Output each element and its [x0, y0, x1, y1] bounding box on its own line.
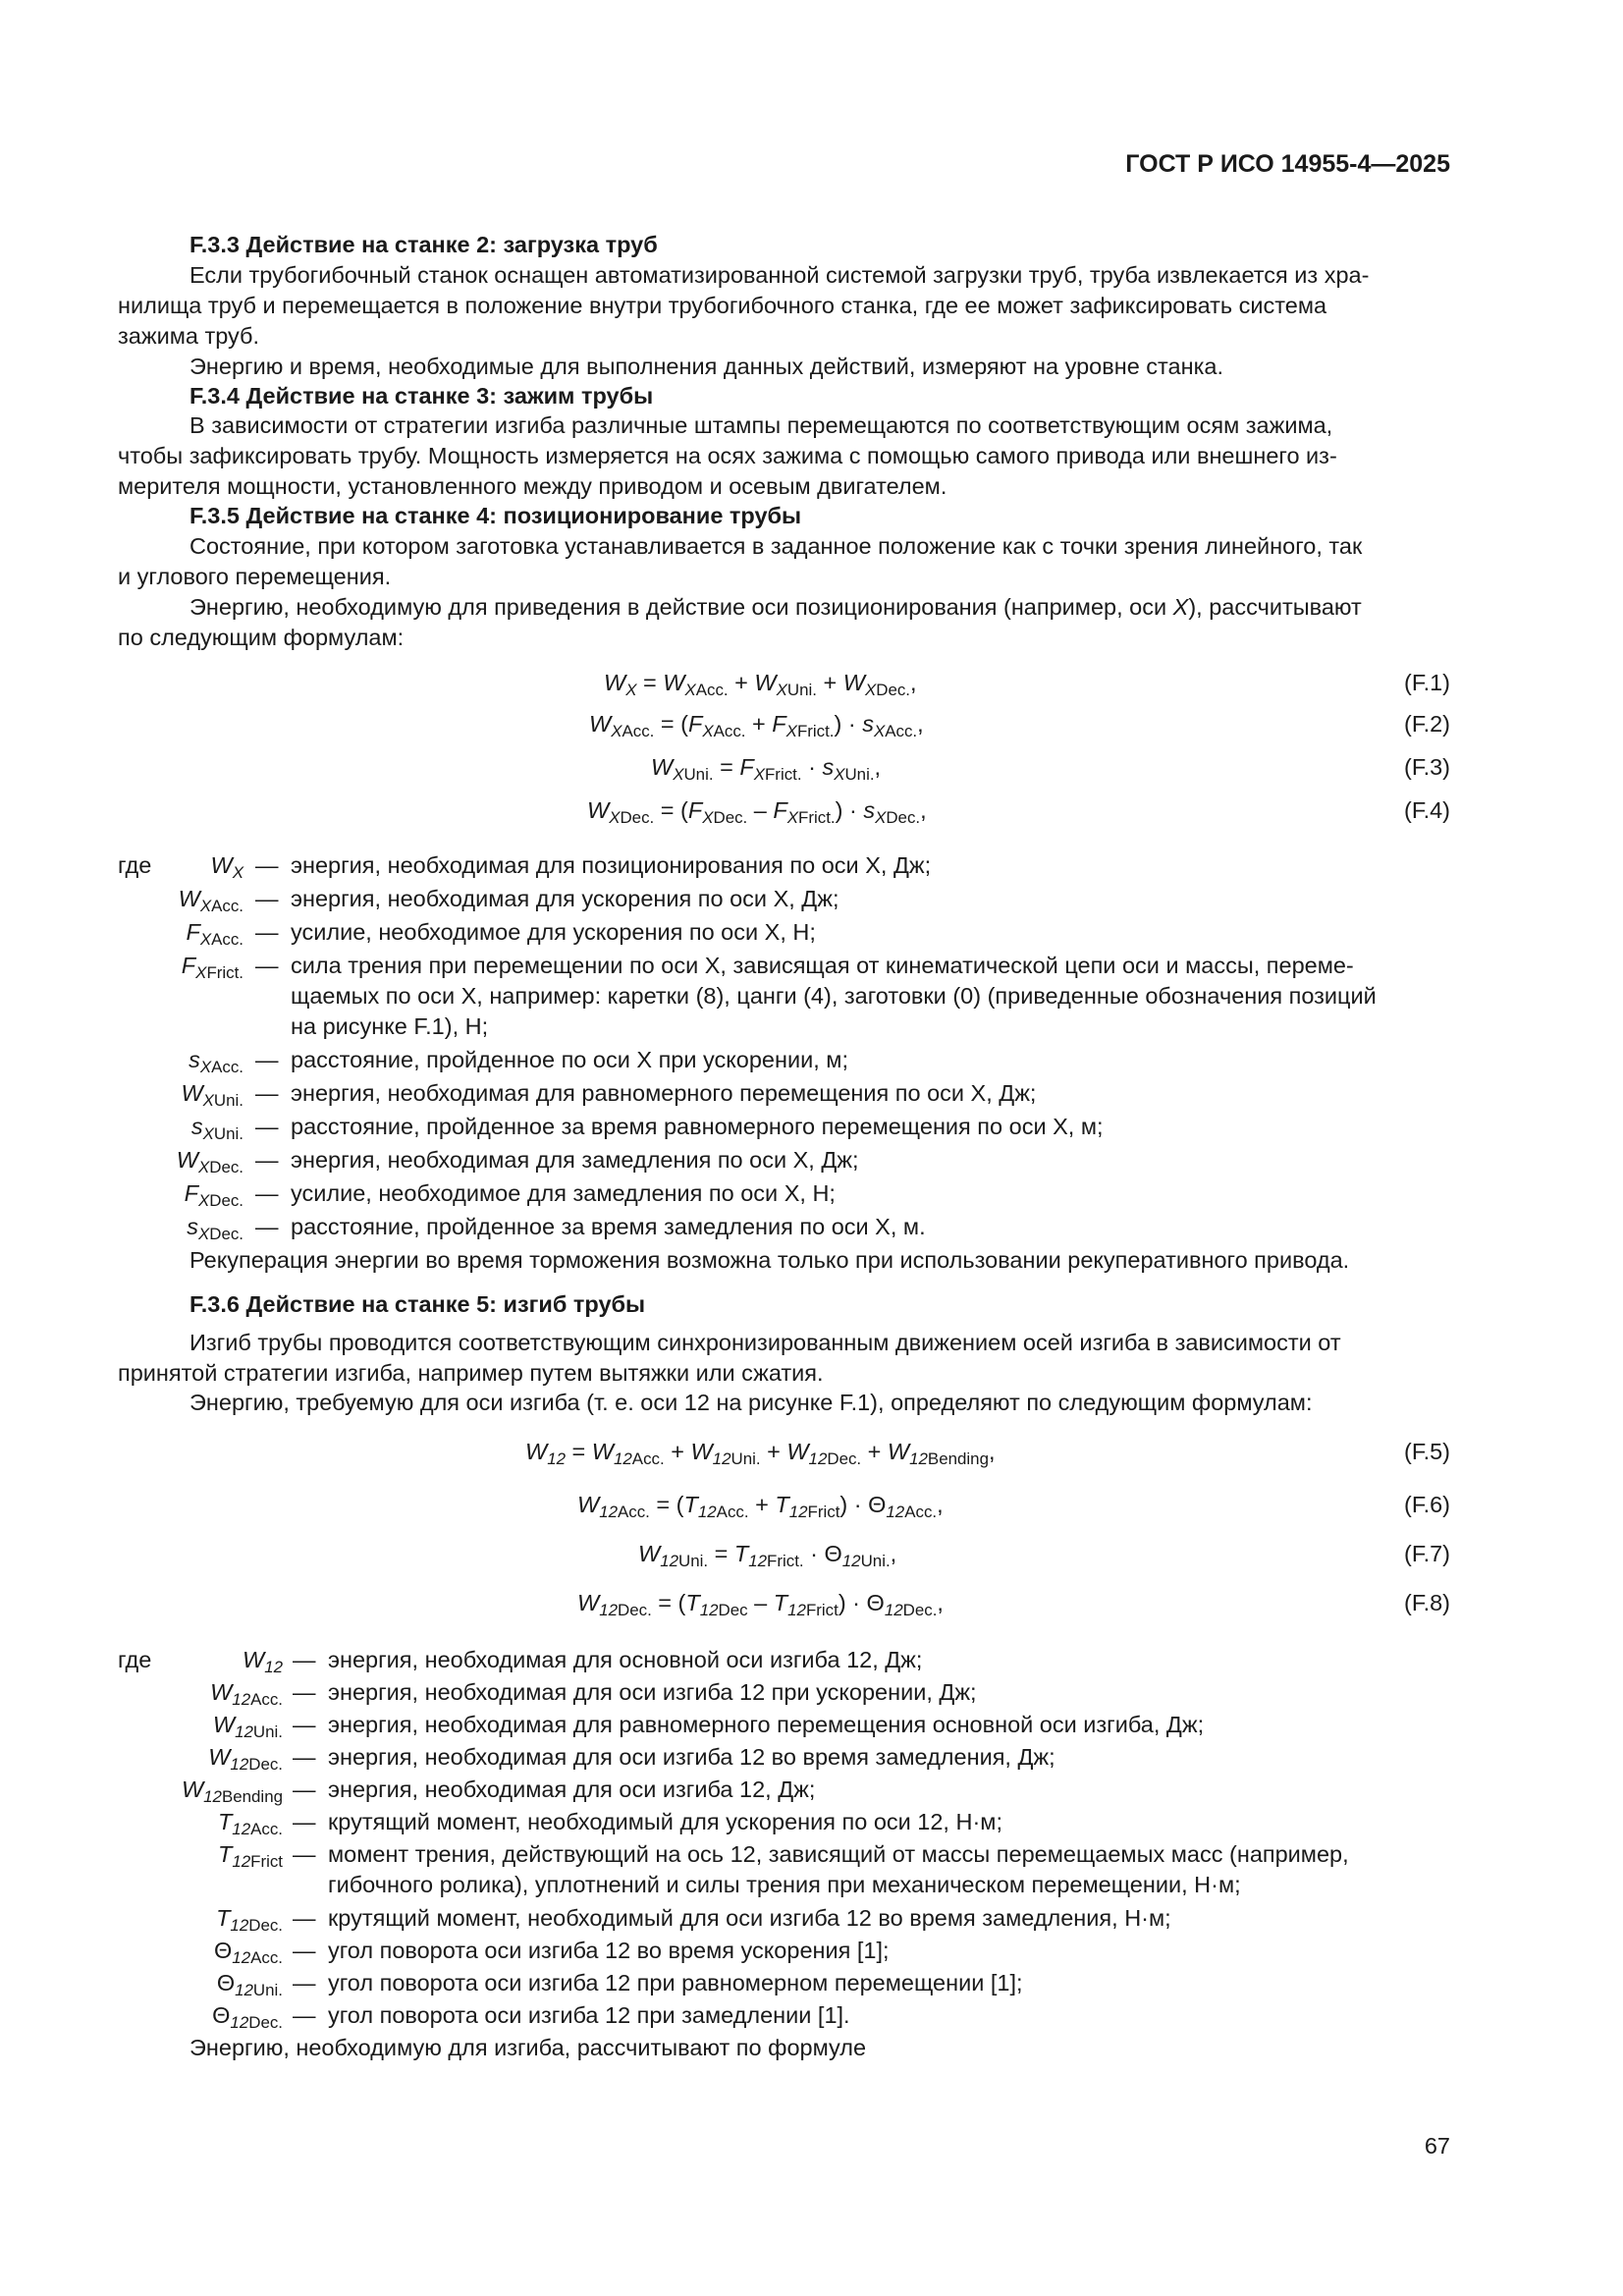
formula-f6: $W_{12Acc.} = (T_{12Acc.} + T_{12Frict}) \cdot \Theta_{12Acc.}$,	[577, 1492, 944, 1522]
definition-text: расстояние, пройденное за время замедления по оси X, м.	[291, 1214, 926, 1239]
dash: —	[293, 1647, 316, 1672]
definition-text: энергия, необходимая для позиционирования по оси X, Дж;	[291, 852, 932, 878]
dash: —	[293, 1712, 316, 1737]
dash: —	[255, 1147, 279, 1173]
definition-text: щаемых по оси X, например: каретки (8), цанги (4), заготовки (0) (приведенные обозначения позиций	[291, 983, 1377, 1009]
symbol: $W_X$	[210, 852, 243, 883]
document-header: ГОСТ Р ИСО 14955-4—2025	[1125, 150, 1450, 178]
definition-text: энергия, необходимая для равномерного перемещения по оси X, Дж;	[291, 1080, 1037, 1106]
symbol: $W_{12Dec.}$	[208, 1744, 283, 1775]
dash: —	[293, 1841, 316, 1867]
formula-number: (F.6)	[1404, 1492, 1450, 1517]
definition-text: энергия, необходимая для оси изгиба 12 во время замедления, Дж;	[328, 1744, 1055, 1770]
definition-text: крутящий момент, необходимый для ускорения по оси 12, Н·м;	[328, 1809, 1002, 1834]
dash: —	[255, 852, 279, 878]
paragraph-line: В зависимости от стратегии изгиба различные штампы перемещаются по соответствующим осям зажима,	[189, 412, 1333, 438]
dash: —	[293, 2002, 316, 2028]
definition-text: сила трения при перемещении по оси X, зависящая от кинематической цепи оси и массы, переме-	[291, 953, 1354, 978]
symbol: $T_{12Dec.}$	[216, 1905, 283, 1936]
formula-number: (F.4)	[1404, 797, 1450, 823]
symbol: $\Theta_{12Uni.}$	[216, 1970, 283, 2000]
where-label: где	[118, 1647, 152, 1672]
definition-text: угол поворота оси изгиба 12 во время ускорения [1];	[328, 1938, 890, 1963]
section-heading-f36: F.3.6 Действие на станке 5: изгиб трубы	[189, 1291, 646, 1317]
definition-text: угол поворота оси изгиба 12 при замедлении [1].	[328, 2002, 850, 2028]
formula-f1: $W_X = W_{XAcc.} + W_{XUni.} + W_{XDec.}$,	[604, 670, 917, 700]
symbol: $W_{XAcc.}$	[178, 886, 243, 916]
definition-text: на рисунке F.1), Н;	[291, 1013, 489, 1039]
paragraph-line: мерителя мощности, установленного между приводом и осевым двигателем.	[118, 473, 947, 499]
section-heading-f33: F.3.3 Действие на станке 2: загрузка труб	[189, 232, 658, 257]
formula-f5: $W_{12} = W_{12Acc.} + W_{12Uni.} + W_{12Dec.} + W_{12Bending}$,	[525, 1439, 996, 1469]
definition-text: энергия, необходимая для ускорения по оси X, Дж;	[291, 886, 839, 911]
symbol: $T_{12Frict}$	[217, 1841, 283, 1872]
formula-number: (F.3)	[1404, 754, 1450, 780]
symbol: $F_{XDec.}$	[184, 1180, 243, 1211]
paragraph-line: Изгиб трубы проводится соответствующим синхронизированным движением осей изгиба в зависимости от	[189, 1330, 1341, 1355]
formula-number: (F.2)	[1404, 711, 1450, 737]
definition-text: усилие, необходимое для замедления по оси X, Н;	[291, 1180, 836, 1206]
definition-text: энергия, необходимая для оси изгиба 12 при ускорении, Дж;	[328, 1679, 977, 1705]
formula-number: (F.5)	[1404, 1439, 1450, 1464]
symbol: $\Theta_{12Acc.}$	[214, 1938, 283, 1968]
dash: —	[255, 1180, 279, 1206]
paragraph-line: Энергию, требуемую для оси изгиба (т. е. оси 12 на рисунке F.1), определяют по следующим формулам:	[189, 1390, 1313, 1415]
symbol: $W_{12Uni.}$	[212, 1712, 283, 1742]
dash: —	[293, 1777, 316, 1802]
definition-text: гибочного ролика), уплотнений и силы трения при механическом перемещении, Н·м;	[328, 1872, 1241, 1897]
dash: —	[293, 1938, 316, 1963]
dash: —	[293, 1970, 316, 1995]
symbol: $F_{XFrict.}$	[181, 953, 243, 983]
dash: —	[255, 1080, 279, 1106]
paragraph-line: Энергию и время, необходимые для выполнения данных действий, измеряют на уровне станка.	[189, 354, 1223, 379]
definition-text: угол поворота оси изгиба 12 при равномерном перемещении [1];	[328, 1970, 1023, 1995]
section-heading-f35: F.3.5 Действие на станке 4: позиционирование трубы	[189, 503, 802, 528]
paragraph-line: Рекуперация энергии во время торможения возможна только при использовании рекуперативного привода.	[189, 1247, 1350, 1273]
symbol: $W_{12}$	[243, 1647, 283, 1677]
formula-number: (F.8)	[1404, 1590, 1450, 1615]
definition-text: энергия, необходимая для оси изгиба 12, Дж;	[328, 1777, 816, 1802]
formula-number: (F.7)	[1404, 1541, 1450, 1566]
paragraph-line: Энергию, необходимую для приведения в действие оси позиционирования (например, оси X), рассчитывают	[189, 594, 1362, 620]
dash: —	[255, 1047, 279, 1072]
dash: —	[255, 1114, 279, 1139]
dash: —	[293, 1679, 316, 1705]
paragraph-line: по следующим формулам:	[118, 625, 405, 650]
definition-text: крутящий момент, необходимый для оси изгиба 12 во время замедления, Н·м;	[328, 1905, 1171, 1931]
paragraph-line: зажима труб.	[118, 323, 260, 349]
paragraph-line: Состояние, при котором заготовка устанавливается в заданное положение как с точки зрения линейного, так	[189, 533, 1363, 559]
paragraph-line: принятой стратегии изгиба, например путем вытяжки или сжатия.	[118, 1360, 824, 1386]
section-heading-f34: F.3.4 Действие на станке 3: зажим трубы	[189, 383, 654, 409]
formula-f2: $W_{XAcc.} = (F_{XAcc.} + F_{XFrict.}) \cdot s_{XAcc.}$,	[589, 711, 924, 741]
where-label: где	[118, 852, 152, 878]
symbol: $W_{XDec.}$	[176, 1147, 243, 1177]
symbol: $W_{XUni.}$	[181, 1080, 243, 1111]
paragraph-line: Энергию, необходимую для изгиба, рассчитывают по формуле	[189, 2035, 867, 2060]
symbol: $s_{XUni.}$	[190, 1114, 243, 1144]
dash: —	[293, 1809, 316, 1834]
symbol: $T_{12Acc.}$	[217, 1809, 283, 1839]
symbol: $W_{12Acc.}$	[210, 1679, 283, 1710]
paragraph-line: чтобы зафиксировать трубу. Мощность измеряется на осях зажима с помощью самого привода или внешнего из-	[118, 443, 1337, 468]
definition-text: энергия, необходимая для замедления по оси X, Дж;	[291, 1147, 859, 1173]
symbol: $F_{XAcc.}$	[186, 919, 243, 950]
formula-f8: $W_{12Dec.} = (T_{12Dec} - T_{12Frict}) \cdot \Theta_{12Dec.}$,	[577, 1590, 944, 1620]
symbol: $W_{12Bending}$	[181, 1777, 283, 1807]
definition-text: расстояние, пройденное по оси X при ускорении, м;	[291, 1047, 848, 1072]
formula-f4: $W_{XDec.} = (F_{XDec.} - F_{XFrict.}) \cdot s_{XDec.}$,	[587, 797, 927, 828]
page-number: 67	[1424, 2133, 1450, 2159]
definition-text: энергия, необходимая для равномерного перемещения основной оси изгиба, Дж;	[328, 1712, 1205, 1737]
paragraph-line: Если трубогибочный станок оснащен автоматизированной системой загрузки труб, труба извлекается из хра-	[189, 262, 1370, 288]
formula-f7: $W_{12Uni.} = T_{12Frict.} \cdot \Theta_{12Uni.}$,	[638, 1541, 897, 1571]
paragraph-line: нилища труб и перемещается в положение внутри трубогибочного станка, где ее может зафиксировать система	[118, 293, 1327, 318]
dash: —	[293, 1744, 316, 1770]
dash: —	[293, 1905, 316, 1931]
dash: —	[255, 953, 279, 978]
definition-text: расстояние, пройденное за время равномерного перемещения по оси X, м;	[291, 1114, 1104, 1139]
definition-text: усилие, необходимое для ускорения по оси X, Н;	[291, 919, 816, 945]
paragraph-line: и углового перемещения.	[118, 564, 392, 589]
dash: —	[255, 919, 279, 945]
formula-number: (F.1)	[1404, 670, 1450, 695]
dash: —	[255, 886, 279, 911]
definition-text: энергия, необходимая для основной оси изгиба 12, Дж;	[328, 1647, 923, 1672]
formula-f3: $W_{XUni.} = F_{XFrict.} \cdot s_{XUni.}$,	[651, 754, 882, 785]
symbol: $\Theta_{12Dec.}$	[212, 2002, 283, 2033]
definition-text: момент трения, действующий на ось 12, зависящий от массы перемещаемых масс (например,	[328, 1841, 1349, 1867]
symbol: $s_{XDec.}$	[187, 1214, 243, 1244]
symbol: $s_{XAcc.}$	[189, 1047, 243, 1077]
dash: —	[255, 1214, 279, 1239]
